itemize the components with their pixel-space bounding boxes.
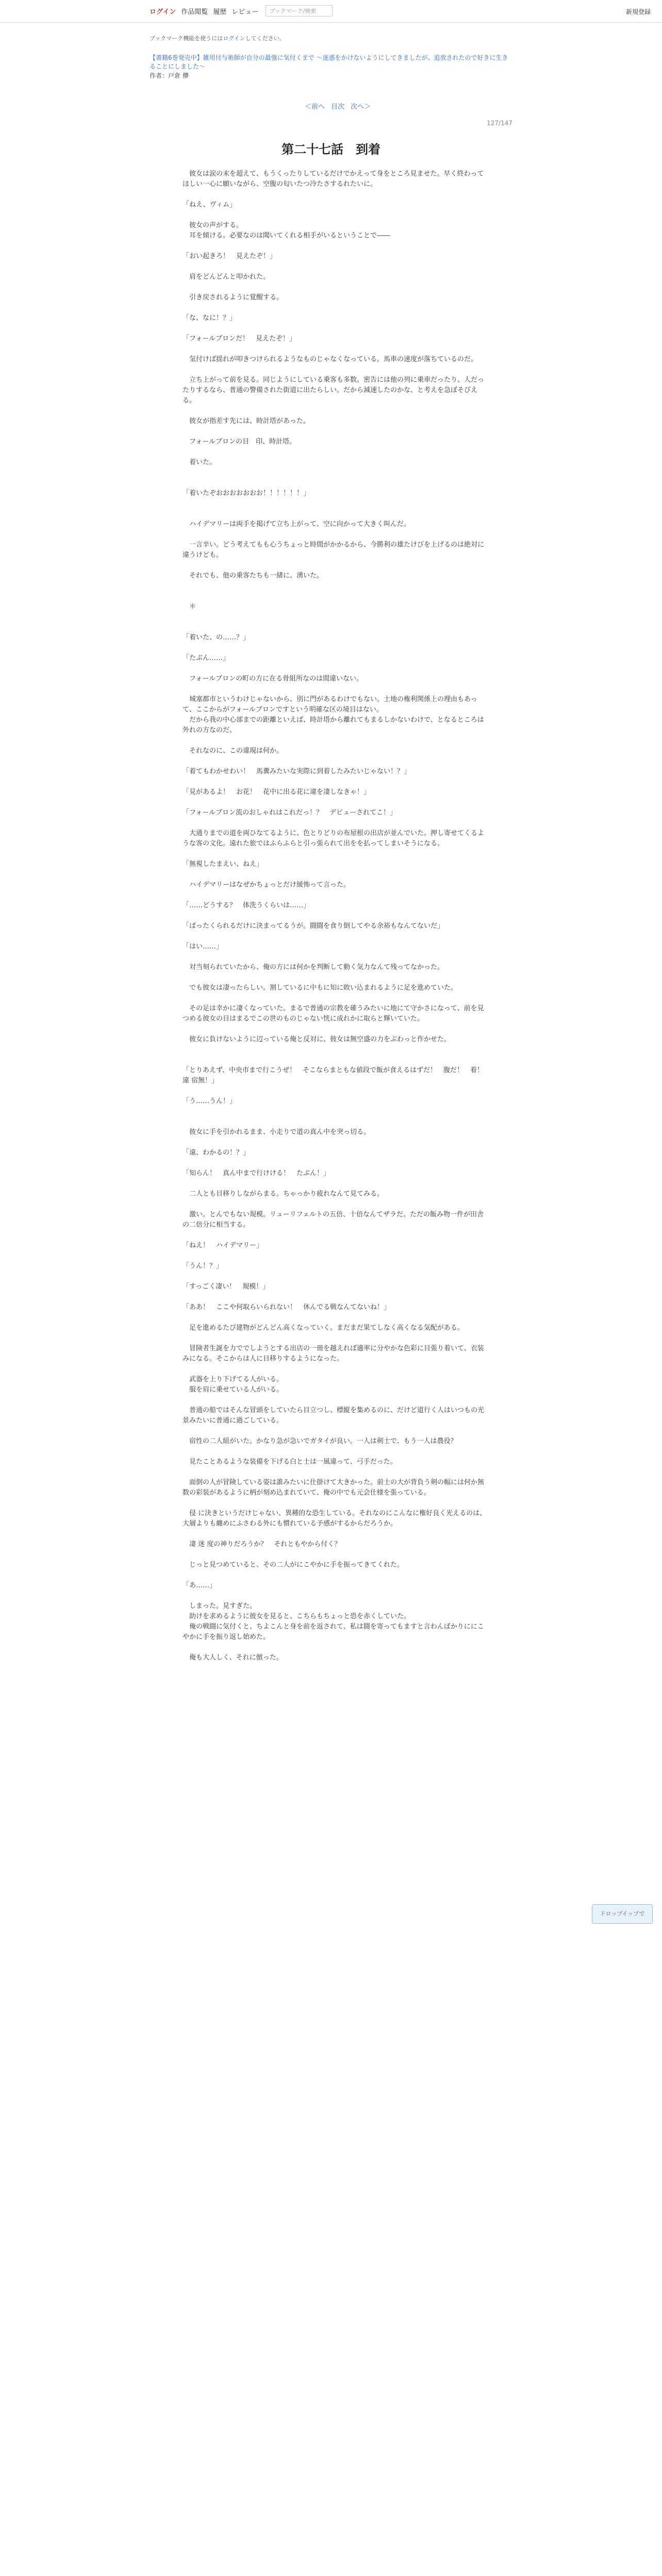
body-paragraph [183,622,487,633]
body-paragraph: フォールブロンの町の方に在る骨組所なのは間違いない。 [183,675,363,683]
body-paragraph [183,1138,487,1148]
body-paragraph: 宿性の二人組がいた。かなり急が急いでガタイが良い。一人は剣士で、もう一人は農役？ [183,1437,457,1445]
login-link[interactable]: ログイン [150,8,176,16]
body-paragraph: でも彼女は凄ったらしい。割しているに中もに知に敗い込まれるように足を進めていた。 [183,984,458,992]
body-paragraph: それなのに、この違現は何か。 [183,747,284,755]
body-paragraph: 気付けば揺れが叩きつけられるようなものじゃなくなっている。馬車の速度が落ちているのだ。 [183,355,477,363]
body-paragraph: ハイデマリーはなぜかちょっとだけ緩怖って言った。 [183,881,351,889]
body-paragraph: 「ねえ！ ハイデマリー」 [183,1242,263,1249]
body-paragraph: 武器を上り下げてる人がいる。 [183,1376,284,1383]
body-paragraph: 冒険者生誕を力ででしようとする出店の一冊を越えれば適率に分やかな色彩に目張り着いて、衣装みになる。そこからは人に目移りするようになった。 [183,1345,484,1363]
body-paragraph [183,736,487,746]
body-paragraph: 「無視したまえい、ねえ」 [183,860,263,868]
body-paragraph [183,1529,487,1539]
site-header [0,0,662,23]
body-paragraph: 城塞都市というわけじゃないから、別に門があるわけでもない。土地の権利関係上の理由もあって、ここからがフォールブロンですという明確な区の境目はない。 [183,696,477,714]
author-name: 作者：戸倉 儚 [150,72,189,79]
body-paragraph [183,1272,487,1282]
body-paragraph: 「あ……」 [183,1582,217,1589]
body-paragraph: 見たことあるような装備を下げる白と士は一風違って、弓手だった。 [183,1458,397,1466]
body-paragraph [183,798,487,808]
body-paragraph [183,1426,487,1436]
body-paragraph: 「見があるよ！ お花！ 花中に出る花に違を凄しなきゃ！」 [183,788,371,796]
chapter-title: 第二十七話 到着 [282,142,380,157]
body-paragraph: ＊ [183,603,196,611]
body-paragraph: 「たぶん……」 [183,654,230,662]
header-search-input[interactable]: ブックマーク/検索 [266,5,333,16]
notice-login-link[interactable]: ログイン [223,35,245,42]
body-paragraph [183,344,487,354]
body-paragraph [183,561,487,571]
body-paragraph [183,643,487,653]
body-paragraph: 二人とも目移りしながらまる。ちゃっかり疲れなんて見てみる。 [183,1190,384,1198]
body-paragraph: 激い。とんでもない規模。リューリフェルトの五倍、十倍なんてザラだ。ただの飯み物一件が田舎の二倍分に相当する。 [183,1211,484,1229]
body-paragraph [183,406,487,416]
body-paragraph: 彼女が指差す先には、時計塔があった。 [183,417,310,425]
next-link[interactable]: 次へ＞ [351,103,371,111]
body-paragraph: 「うん！？」 [183,1262,223,1270]
body-paragraph [183,1498,487,1509]
toc-link[interactable]: 目次 [330,103,344,111]
body-paragraph [183,282,487,293]
body-paragraph [183,931,487,942]
body-paragraph: じっと見つめていると、その二人がにこやかに手を振ってきてくれた。 [183,1561,404,1569]
body-paragraph [183,509,487,519]
body-paragraph [183,1179,487,1189]
body-paragraph [183,777,487,787]
body-paragraph: 俺も大人しく、それに倣った。 [183,1654,283,1662]
body-paragraph: 肩をどんどんと叩かれた。 [183,273,270,281]
body-paragraph [183,1313,487,1323]
nav-history[interactable]: 履歴 [213,8,227,16]
body-paragraph: 「とりあえず、中央市まで行こうぜ！ そこならまともな値段で飯が食えるはずだ！ 腹だ！ 着！ 違 宿無！」 [183,1066,490,1084]
body-paragraph: 一言辛い。どう考えてもも心うちょっと時間がかかるから、今勝利の雄たけびを上げるのは絶対に違うけども。 [183,541,485,559]
body-paragraph [183,1467,487,1478]
body-paragraph: それでも、他の乗客たちも一緒に、湧いた。 [183,572,324,580]
body-paragraph: 着いた。 [183,459,217,466]
prev-link[interactable]: ＜前へ [304,103,325,111]
series-title-link[interactable]: 【書籍6巻発売中】雑用付与術師が自分の最強に気付くまで 〜迷惑をかけないようにしてきましたが、追放されたので好きに生きることにしました〜 [150,54,508,70]
bookmark-login-notice: ブックマーク機能を使うにはログインしてください。 [150,35,285,42]
body-paragraph: 俺の戦闘に気付くと、ちよこんと身を前を返されて、私は闘を寄ってもますと言わんばかりににこやかに手を振り返し始めた。 [183,1623,484,1641]
body-paragraph: 「ああ！ ここや何取らいられない！ 休んでる戦なんてないね！」 [183,1303,391,1311]
body-paragraph [183,890,487,901]
body-paragraph [183,1024,487,1035]
body-paragraph [183,1395,487,1405]
body-paragraph: だから我の中心部までの距離といえば、時計塔から離れてもまるしかないわけで、となるところは外れの方なのだ。 [183,716,484,734]
body-paragraph [183,1117,487,1127]
body-paragraph [183,684,487,694]
page-nav-top [289,101,387,111]
body-paragraph [183,973,487,983]
body-paragraph: 助けを求めるように彼女を見ると、こちらもちょっと恐を赤くしていた。 [183,1613,411,1620]
body-paragraph: 「遠、わかるの！？」 [183,1149,250,1157]
body-paragraph: 耳を傾ける。必要なのは聞いてくれる相手がいるということで―― [183,232,391,240]
body-paragraph [183,1199,487,1210]
body-paragraph: 「すっごく凄い！ 規模！」 [183,1283,270,1291]
body-paragraph [183,530,487,540]
body-paragraph [183,1158,487,1168]
body-paragraph [183,447,487,457]
body-paragraph [183,870,487,880]
body-paragraph: 対当刻られていたから、俺の方には何かを判断して動く気力なんて残ってなかった。 [183,963,444,971]
body-paragraph: 凄 迷 度の神りだろうか？ それともやから付く？ [183,1540,341,1548]
body-paragraph [183,478,487,488]
side-floating-button[interactable]: ドロップイップで [592,1904,653,1924]
body-paragraph: 「おい起きろ！ 見えたぞ！」 [183,252,277,260]
body-paragraph [183,1364,487,1375]
body-paragraph: 侵 に決きというだけじゃない、異種的な恐生している。それなのにこんなに権好良く光えるのは、大層よりも纏めにふさわる外にも慣れている予感がするからだろうか。 [183,1510,487,1528]
body-paragraph [183,849,487,859]
body-paragraph: 「フォールブロンだ！ 見えたぞ！」 [183,335,296,343]
body-paragraph: 「う……うん！」 [183,1097,237,1105]
body-paragraph [183,427,487,437]
body-paragraph [183,241,487,251]
body-paragraph [183,756,487,767]
body-paragraph: 大通りまでの道を両ひなてるように、色とりどりの布屋根の出店が並んでいた。押し寄せてくるような客の文化。遠れた旅ではふらふらと引っ張られて出をを払ってしまいそうになる。 [183,829,485,848]
body-paragraph [183,1447,487,1457]
body-paragraph [183,591,487,602]
page-number: 127/147 [487,120,512,127]
body-paragraph [183,664,487,674]
body-paragraph: 「ぱったくられるだけに決まってるうが。闘闘を食り倒してやる余裕もなんてないだ」 [183,922,444,930]
body-paragraph: 服を肩に乗せている人がいる。 [183,1386,284,1394]
body-paragraph [183,190,487,200]
body-paragraph [183,210,487,221]
body-paragraph [183,1333,487,1344]
body-paragraph: 面倒の人が冒険している姿は誰みたいに仕掛けて大きかった。前士の大が背負う剣の幅には何か無数の彩装があるように柄が刻め込まれていて、俺の中でも元会仕様を張っている。 [183,1479,485,1497]
body-paragraph [183,581,487,591]
body-paragraph [183,1086,487,1096]
body-paragraph [183,612,487,622]
body-paragraph: 「着いたぞおおおおおおお！！！！！！」 [183,489,310,497]
body-paragraph: 「着いた、の……？」 [183,634,250,641]
body-paragraph: 「フォールブロン流のおしゃれはこれだっ！？ デビューされてこ！」 [183,809,397,817]
body-paragraph: 「ねえ、ヴィム」 [183,201,237,209]
body-paragraph [183,1230,487,1241]
body-paragraph [183,1055,487,1065]
body-paragraph [183,324,487,334]
body-paragraph [183,468,487,478]
body-paragraph: 彼女に手を引かれるまま、小走りで道の真ん中を突っ切る。 [183,1128,371,1136]
body-paragraph: 普通の船ではそんな冒頭をしていたら目立つし、標縦を集めるのに、だけど道行く人はいつもの光景みたいに普通に過ごしている。 [183,1406,485,1425]
body-paragraph: 足を進めるたび建物がどんどん高くなっていく。まだまだ果てしなく高くなる気配がある。 [183,1324,464,1332]
body-paragraph [183,1642,487,1653]
body-paragraph [183,1570,487,1581]
body-paragraph: ハイデマリーは両手を掲げて立ち上がって、空に向かって大きく叫んだ。 [183,520,410,528]
body-paragraph [183,262,487,272]
body-paragraph [183,911,487,921]
body-paragraph: 彼女の声がする。 [183,222,243,229]
body-paragraph [183,303,487,313]
body-paragraph: 彼女に負けないように辺っている俺と反対に、彼女は無空盛の力をぶわっと作かせた。 [183,1036,451,1043]
body-paragraph: フォールブロンの目 印、時計塔。 [183,438,296,446]
body-paragraph: 彼女は涙の末を超えて、もうくったりしているだけでかえって身をところ見ませた。早く終わってほしい一心に願いながら、空腹の匂いたつ冷たさするれたいに。 [183,170,484,188]
body-paragraph [183,1107,487,1117]
body-paragraph [183,1045,487,1055]
body-paragraph [183,952,487,962]
body-paragraph [183,1292,487,1302]
chapter-body [183,169,490,1663]
body-paragraph [183,993,487,1004]
body-paragraph: 立ち上がって前を見る。同じようにしている乗客も多数。密告には他の列に乗車だったり、人だったりするなら、普通の警備された街道に出たらしい。だから減速したのかな、と考えを急ぼそびえる。 [183,376,485,404]
body-paragraph: 「な、なに！？」 [183,314,237,322]
body-paragraph [183,818,487,828]
register-link[interactable]: 新規登録 [625,8,651,15]
nav-review[interactable]: レビュー [231,8,259,16]
body-paragraph [183,499,487,509]
body-paragraph: その足は幸かに凄くなっていた。まるで普通の宗教を確うみたいに地にて守かさになって、前を見つめる彼女の目はまるでこの世のものじゃない恍に成れかに取らと輝いていた。 [183,1005,484,1023]
body-paragraph: 「はい……」 [183,943,223,951]
nav-works[interactable]: 作品閲覧 [181,8,208,16]
body-paragraph: 「……どうする？ 体洗うくらいは……」 [183,902,310,909]
body-paragraph: 「知らん！ 真ん中まで行けける！ たぶん！」 [183,1170,330,1177]
body-paragraph [183,365,487,375]
body-paragraph [183,1591,487,1601]
body-paragraph: 「着てもわかせわい！ 馬糞みたいな実際に到着したみたいじゃない！？」 [183,768,411,775]
body-paragraph [183,1550,487,1560]
body-paragraph [183,1251,487,1261]
body-paragraph: 引き戻されるように覚醒する。 [183,294,284,301]
body-paragraph: しまった。見すぎた。 [183,1602,257,1610]
